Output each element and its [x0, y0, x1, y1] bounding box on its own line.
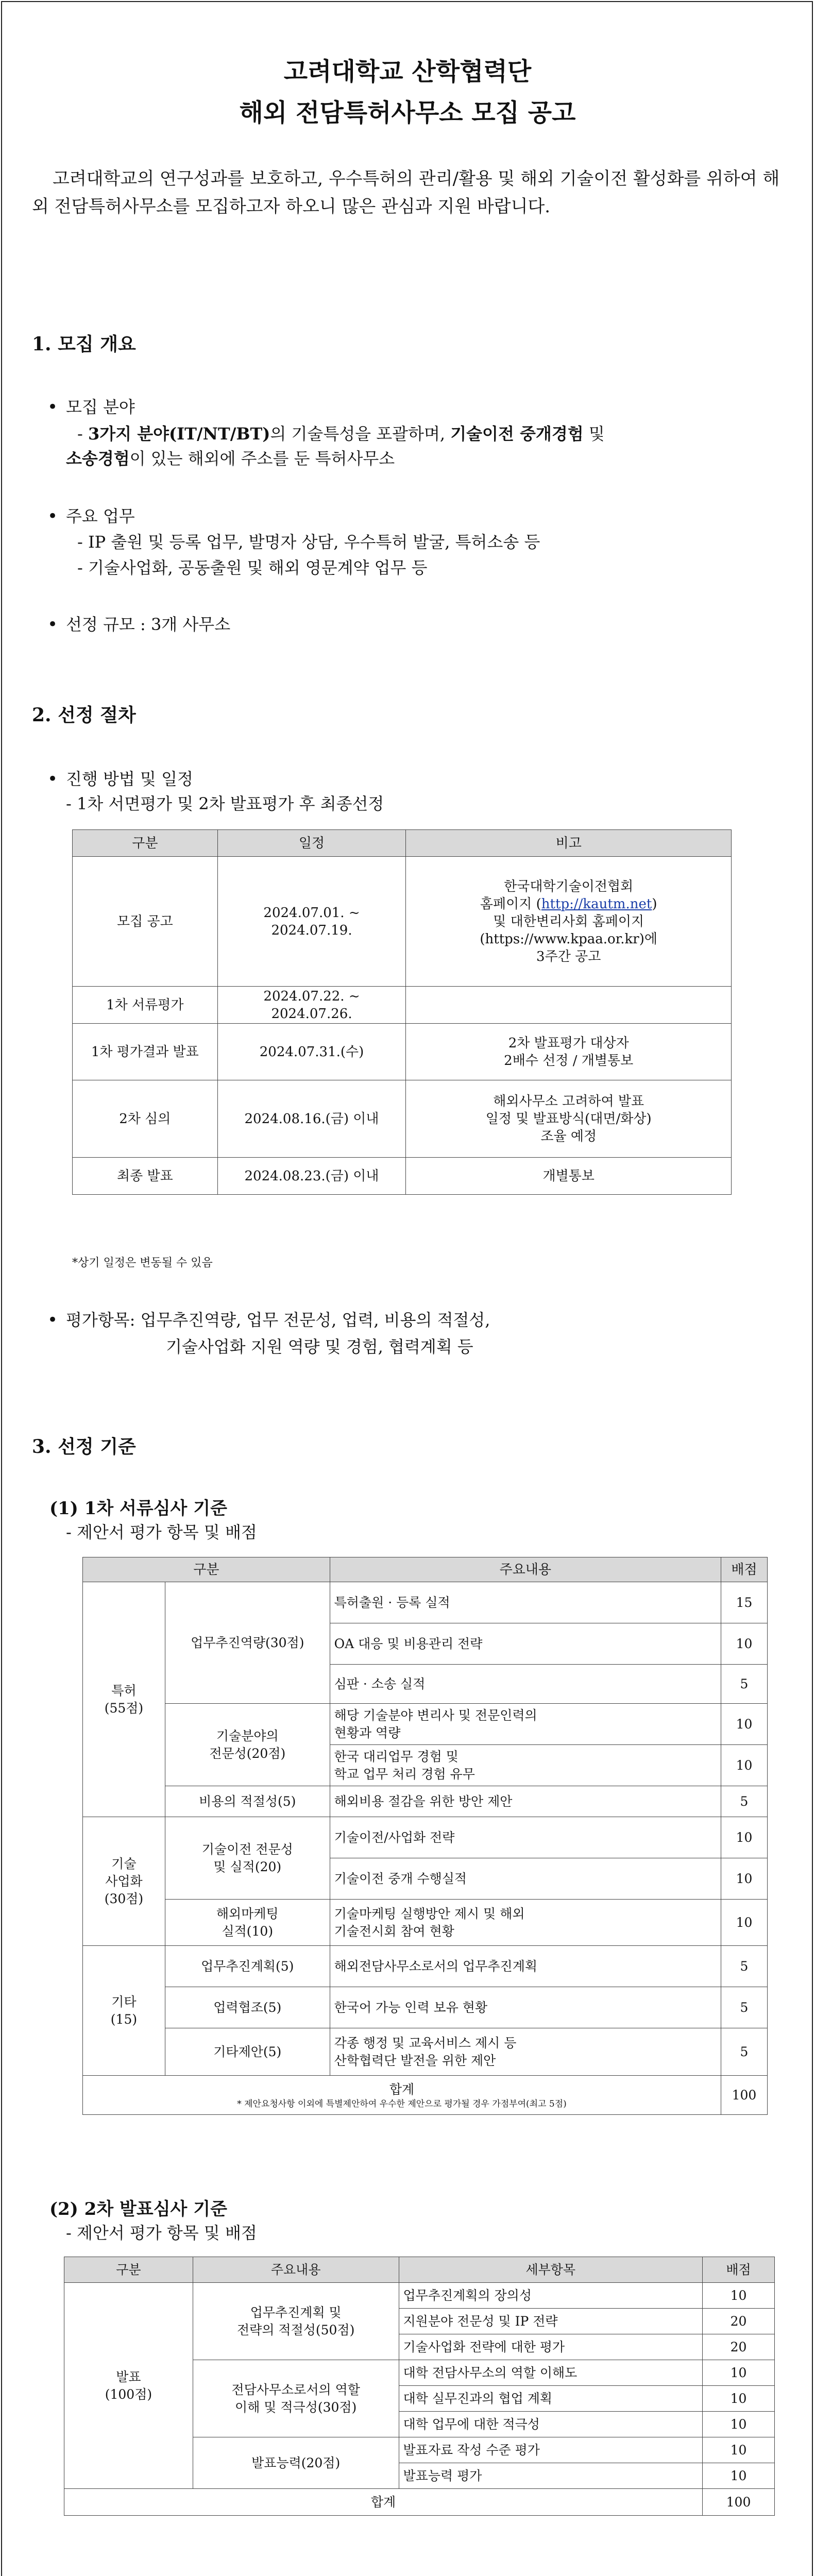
- stage-cell: 모집 공고: [73, 857, 218, 987]
- score-cell: 10: [703, 2360, 775, 2386]
- eval-items-2: 기술사업화 지원 역량 및 경험, 협력계획 등: [166, 1337, 473, 1357]
- date-cell: 2024.07.31.(수): [217, 1024, 406, 1080]
- category-cell: 기타제안(5): [165, 2028, 330, 2076]
- total-score: 100: [703, 2489, 775, 2516]
- item-cell: 업무추진계획의 장의성: [399, 2283, 703, 2309]
- note-cell: 해외사무소 고려하여 발표 일정 및 발표방식(대면/화상) 조율 예정: [406, 1080, 732, 1158]
- presentation-review-table: [64, 2257, 775, 2516]
- field-line-2: 소송경험이 있는 해외에 주소를 둔 특허사무소: [66, 449, 395, 468]
- date-cell: 2024.07.22. ~ 2024.07.26.: [217, 987, 406, 1024]
- table-row: [73, 857, 732, 987]
- category-cell: 업력협조(5): [165, 1987, 330, 2028]
- item-cell: 발표능력 평가: [399, 2463, 703, 2489]
- date-cell: 2024.08.16.(금) 이내: [217, 1080, 406, 1158]
- item-cell: 대학 실무진과의 협업 계획: [399, 2386, 703, 2412]
- score-cell: 20: [703, 2334, 775, 2360]
- document-frame: [1, 1, 813, 2576]
- item-cell: 기술이전 중개 수행실적: [330, 1858, 721, 1900]
- category-cell: 해외마케팅 실적(10): [165, 1900, 330, 1946]
- item-cell: OA 대응 및 비용관리 전략: [330, 1623, 721, 1665]
- col-header: 주요내용: [193, 2257, 399, 2283]
- category-cell: 비용의 적절성(5): [165, 1786, 330, 1817]
- score-cell: 10: [721, 1900, 767, 1946]
- item-cell: 한국어 가능 인력 보유 현황: [330, 1987, 721, 2028]
- category-cell: 업무추진계획(5): [165, 1946, 330, 1987]
- item-cell: 해외비용 절감을 위한 방안 제안: [330, 1786, 721, 1817]
- item-cell: 각종 행정 및 교육서비스 제시 등 산학협력단 발전을 위한 제안: [330, 2028, 721, 2076]
- category-cell: 기술분야의 전문성(20점): [165, 1704, 330, 1786]
- col-header: 주요내용: [330, 1557, 721, 1582]
- item-cell: 기술사업화 전략에 대한 평가: [399, 2334, 703, 2360]
- col-header: 구분: [83, 1557, 330, 1582]
- table-row: [73, 1158, 732, 1195]
- duty-label: • 주요 업무: [66, 505, 135, 528]
- duty-line-2: - 기술사업화, 공동출원 및 해외 영문계약 업무 등: [77, 558, 428, 578]
- section-1-heading: 1. 모집 개요: [32, 333, 136, 355]
- group-patent: 특허 (55점): [83, 1582, 165, 1817]
- item-cell: 대학 업무에 대한 적극성: [399, 2412, 703, 2437]
- col-header: 배점: [703, 2257, 775, 2283]
- score-cell: 10: [703, 2386, 775, 2412]
- group-presentation: 발표 (100점): [64, 2283, 193, 2489]
- notice-title: 해외 전담특허사무소 모집 공고: [239, 98, 576, 127]
- group-commercialization: 기술 사업화 (30점): [83, 1817, 165, 1946]
- col-header: 비고: [406, 830, 732, 857]
- date-cell: 2024.07.01. ~ 2024.07.19.: [217, 857, 406, 987]
- score-cell: 10: [721, 1817, 767, 1858]
- score-cell: 5: [721, 2028, 767, 2076]
- category-cell: 발표능력(20점): [193, 2437, 399, 2489]
- item-cell: 해외전담사무소로서의 업무추진계획: [330, 1946, 721, 1987]
- stage-cell: 1차 평가결과 발표: [73, 1024, 218, 1080]
- method-label: • 진행 방법 및 일정: [66, 768, 193, 790]
- sub2-note: - 제안서 평가 항목 및 배점: [66, 2223, 257, 2243]
- category-cell: 업무추진역량(30점): [165, 1582, 330, 1704]
- score-cell: 10: [703, 2463, 775, 2489]
- sub1-heading: (1) 1차 서류심사 기준: [49, 1498, 227, 1519]
- score-cell: 10: [721, 1623, 767, 1665]
- item-cell: 지원분야 전문성 및 IP 전략: [399, 2309, 703, 2334]
- sub2-heading: (2) 2차 발표심사 기준: [49, 2199, 227, 2219]
- method-sub: - 1차 서면평가 및 2차 발표평가 후 최종선정: [66, 794, 384, 814]
- col-header: 배점: [721, 1557, 767, 1582]
- schedule-footnote: *상기 일정은 변동될 수 있음: [72, 1257, 213, 1269]
- stage-cell: 최종 발표: [73, 1158, 218, 1195]
- score-cell: 20: [703, 2309, 775, 2334]
- item-cell: 한국 대리업무 경험 및 학교 업무 처리 경험 유무: [330, 1745, 721, 1786]
- item-cell: 대학 전담사무소의 역할 이해도: [399, 2360, 703, 2386]
- score-cell: 5: [721, 1665, 767, 1704]
- table-footnote: * 제안요청사항 이외에 특별제안하여 우수한 제안으로 평가될 경우 가점부여(최고 5점): [237, 2098, 567, 2109]
- score-cell: 10: [703, 2283, 775, 2309]
- field-label: • 모집 분야: [66, 396, 135, 418]
- field-line-1: - 3가지 분야(IT/NT/BT)의 기술특성을 포괄하며, 기술이전 중개경험 및: [77, 424, 605, 444]
- col-header: 세부항목: [399, 2257, 703, 2283]
- col-header: 구분: [64, 2257, 193, 2283]
- score-cell: 10: [721, 1745, 767, 1786]
- score-cell: 10: [721, 1858, 767, 1900]
- score-cell: 10: [703, 2437, 775, 2463]
- score-cell: 5: [721, 1987, 767, 2028]
- stage-cell: 1차 서류평가: [73, 987, 218, 1024]
- sub1-note: - 제안서 평가 항목 및 배점: [66, 1522, 257, 1542]
- note-cell: 한국대학기술이전협회 홈페이지 (http://kautm.net) 및 대한변리사회 홈페이지 (https://www.kpaa.or.kr)에 3주간 공고: [406, 857, 732, 987]
- score-cell: 15: [721, 1582, 767, 1623]
- section-2-heading: 2. 선정 절차: [32, 704, 136, 726]
- item-cell: 기술마케팅 실행방안 제시 및 해외 기술전시회 참여 현황: [330, 1900, 721, 1946]
- item-cell: 발표자료 작성 수준 평가: [399, 2437, 703, 2463]
- total-score: 100: [721, 2076, 767, 2115]
- total-cell: 합계 * 제안요청사항 이외에 특별제안하여 우수한 제안으로 평가될 경우 가점부여(최고 5점): [83, 2076, 721, 2115]
- note-cell: 2차 발표평가 대상자 2배수 선정 / 개별통보: [406, 1024, 732, 1080]
- kautm-link[interactable]: http://kautm.net: [541, 896, 652, 912]
- category-cell: 기술이전 전문성 및 실적(20): [165, 1817, 330, 1900]
- note-cell: [406, 987, 732, 1024]
- col-header: 구분: [73, 830, 218, 857]
- table-row: [73, 987, 732, 1024]
- total-cell: 합계: [64, 2489, 703, 2516]
- score-cell: 5: [721, 1786, 767, 1817]
- note-cell: 개별통보: [406, 1158, 732, 1195]
- item-cell: 심판 · 소송 실적: [330, 1665, 721, 1704]
- date-cell: 2024.08.23.(금) 이내: [217, 1158, 406, 1195]
- section-3-heading: 3. 선정 기준: [32, 1436, 136, 1458]
- category-cell: 전담사무소로서의 역할 이해 및 적극성(30점): [193, 2360, 399, 2437]
- category-cell: 업무추진계획 및 전략의 적절성(50점): [193, 2283, 399, 2360]
- duty-line-1: - IP 출원 및 등록 업무, 발명자 상담, 우수특허 발굴, 특허소송 등: [77, 532, 540, 552]
- table-row: [73, 1024, 732, 1080]
- col-header: 일정: [217, 830, 406, 857]
- score-cell: 5: [721, 1946, 767, 1987]
- schedule-table: [72, 829, 732, 1195]
- stage-cell: 2차 심의: [73, 1080, 218, 1158]
- scale-text: • 선정 규모 : 3개 사무소: [66, 613, 230, 636]
- item-cell: 특허출원 · 등록 실적: [330, 1582, 721, 1623]
- org-title: 고려대학교 산학협력단: [283, 57, 532, 86]
- score-cell: 10: [703, 2412, 775, 2437]
- group-etc: 기타 (15): [83, 1946, 165, 2076]
- table-row: [73, 1080, 732, 1158]
- score-cell: 10: [721, 1704, 767, 1745]
- item-cell: 기술이전/사업화 전략: [330, 1817, 721, 1858]
- intro-paragraph: 고려대학교의 연구성과를 보호하고, 우수특허의 관리/활용 및 해외 기술이전 활성화를 위하여 해외 전담특허사무소를 모집하고자 하오니 많은 관심과 지원 바랍니다.: [32, 168, 780, 217]
- document-review-table: [82, 1557, 768, 2115]
- eval-items: • 평가항목: 업무추진역량, 업무 전문성, 업력, 비용의 적절성,: [66, 1309, 490, 1331]
- item-cell: 해당 기술분야 변리사 및 전문인력의 현황과 역량: [330, 1704, 721, 1745]
